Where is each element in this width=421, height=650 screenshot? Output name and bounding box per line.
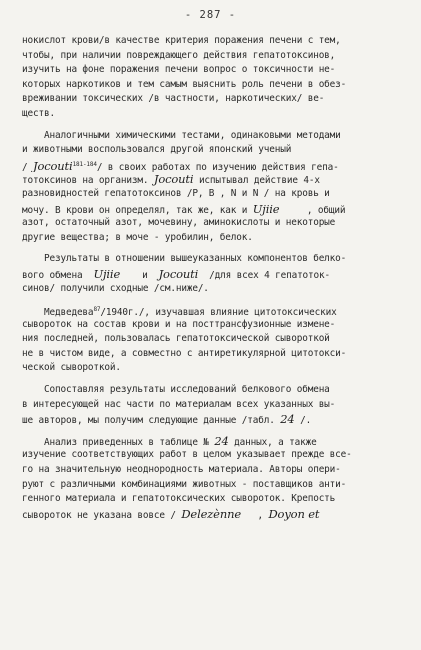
text-fragment: вого обмена: [22, 269, 83, 281]
text-line: изучение соответствующих работ в целом указывает прежде все-: [22, 449, 352, 461]
text-line: Результаты в отношении вышеуказанных компонентов белко-: [22, 253, 347, 265]
text-line: [22, 158, 407, 173]
text-fragment: Медведева: [22, 307, 94, 318]
text-line: [22, 202, 407, 217]
handwritten-author-ujiie: Ujiie: [252, 201, 280, 216]
handwritten-author-delezenne: Delezènne: [181, 506, 241, 521]
text-fragment: /: [22, 161, 33, 173]
text-fragment: ,: [257, 509, 263, 521]
text-line: генного материала и гепатотоксических сывороток. Крепость: [22, 493, 336, 505]
text-line: вреживании токсических /в частности, наркотических/ ве-: [22, 93, 325, 105]
text-line: другие вещества; в моче - уробилин, белок.: [22, 231, 253, 243]
text-fragment: и: [142, 269, 148, 281]
text-fragment: /1940г./, изучавшая влияние цитотоксических: [100, 307, 337, 318]
text-line: Сопоставляя результаты исследований белкового обмена: [22, 384, 330, 396]
text-line: Аналогичными химическими тестами, одинаковыми методами: [22, 129, 341, 141]
handwritten-table-number: 24: [280, 412, 295, 427]
text-line: изучить на фоне поражения печени вопрос о токсичности не-: [22, 64, 336, 76]
text-line: [22, 412, 407, 427]
paragraph-3: [22, 252, 407, 296]
handwritten-author-jocouti: Jocouti: [153, 172, 194, 187]
paragraph-5: [22, 383, 407, 427]
text-line: го на значительную неоднородность материала. Авторы опери-: [22, 464, 341, 476]
text-fragment: сывороток не указана вовсе /: [22, 509, 176, 521]
text-line: синов/ получили сходные /см.ниже/.: [22, 282, 209, 294]
text-line: которых наркотиков и тем самым выяснить роль печени в обез-: [22, 78, 347, 90]
handwritten-author-doyon: Doyon et: [268, 506, 320, 521]
paragraph-1: [22, 34, 407, 122]
document-body: [22, 34, 407, 521]
paragraph-2: [22, 129, 407, 246]
text-line: не в чистом виде, а совместно с антиретикулярной цитотокси-: [22, 347, 347, 359]
text-fragment: тотоксинов на организм.: [22, 175, 149, 187]
text-line: ческой сывороткой.: [22, 362, 121, 374]
handwritten-table-number: 24: [214, 433, 229, 448]
text-fragment: /для всех 4 гепатоток-: [209, 269, 331, 281]
text-line: [22, 507, 407, 522]
text-line: и животными воспользовался другой японский ученый: [22, 144, 292, 156]
handwritten-author-jocouti: Jocouti: [33, 158, 73, 173]
text-line: ния последней, пользовалась гепатотоксической сывороткой: [22, 333, 330, 345]
text-fragment: / в своих работах по изучению действия гепа-: [96, 161, 339, 173]
handwritten-author-jocouti: Jocouti: [158, 266, 199, 281]
text-fragment: /.: [294, 415, 312, 427]
text-line: [22, 267, 407, 282]
text-line: азот, остаточный азот, мочевину, аминокислоты и некоторые: [22, 217, 336, 229]
text-fragment: ше авторов, мы получим следующие данные /табл.: [22, 415, 275, 427]
text-line: нокислот крови/в качестве критерия поражения печени с тем,: [22, 35, 341, 46]
text-line: сывороток на состав крови и на посттрансфузионные измене-: [22, 318, 336, 330]
text-line: [22, 172, 407, 187]
text-line: разновидностей гепатотоксинов /Р, В , N и N / на кровь и: [22, 187, 330, 199]
text-fragment: испытывал действие 4-х: [198, 175, 320, 187]
handwritten-reference: 181-184: [72, 160, 97, 168]
text-fragment: Анализ приведенных в таблице №: [22, 436, 209, 448]
text-line: [22, 434, 407, 449]
page-number: - 287 -: [184, 9, 237, 21]
handwritten-author-ujiie: Ujiie: [93, 266, 121, 281]
handwritten-reference: 87: [93, 306, 101, 314]
text-fragment: мочу. В крови он определял, так же, как и: [22, 204, 248, 216]
text-line: [22, 303, 407, 318]
text-line: чтобы, при наличии повреждающего действия гепатотоксинов,: [22, 49, 336, 61]
paragraph-4: [22, 303, 407, 376]
text-fragment: данных, а также: [228, 436, 317, 448]
text-fragment: , общий: [306, 204, 346, 216]
text-line: руют с различными комбинациями животных - поставщиков анти-: [22, 478, 347, 490]
text-line: в интересующей нас части по материалам всех указанных вы-: [22, 398, 336, 410]
text-line: ществ.: [22, 107, 55, 119]
paragraph-6: [22, 434, 407, 522]
